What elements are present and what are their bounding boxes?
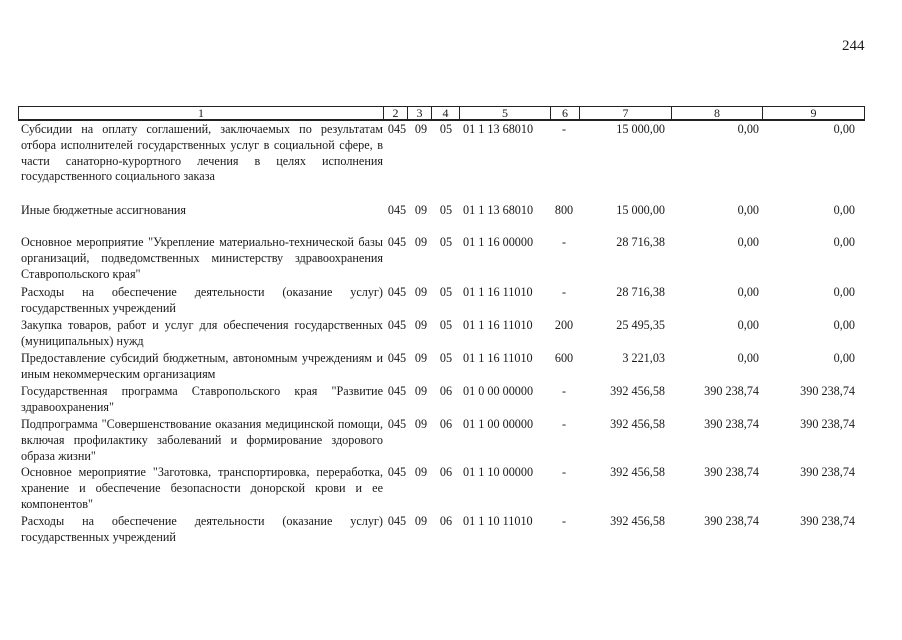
row-amount-1: 392 456,58 [610,514,665,528]
row-name: Основное мероприятие "Заготовка, транспортировка, переработка, хранение и обеспечение безопасности донорской крови и ее компонентов" [21,465,383,511]
row-target-code: 01 1 16 00000 [463,235,534,249]
page-number: 244 [842,38,865,54]
row-amount-2: 0,00 [737,285,759,299]
row-amount-2: 390 238,74 [704,384,759,398]
row-subsection-code: 06 [439,384,453,398]
header-col-5: 5 [460,107,551,119]
row-amount-3: 390 238,74 [800,514,855,528]
row-amount-3: 390 238,74 [800,384,855,398]
row-name: Основное мероприятие "Укрепление материально-технической базы организаций, подведомственных министерству здравоохранения Ставропольского края" [21,235,383,281]
row-subsection-code: 05 [439,203,453,217]
row-amount-3: 0,00 [833,351,855,365]
row-amount-2: 0,00 [737,351,759,365]
row-section-code: 09 [414,318,428,332]
row-name: Предоставление субсидий бюджетным, автономным учреждениям и иным некоммерческим организациям [21,351,383,381]
header-col-6: 6 [551,107,580,119]
row-ministry-code: 045 [387,122,407,136]
row-ministry-code: 045 [387,465,407,479]
row-amount-1: 25 495,35 [616,318,665,332]
row-subsection-code: 06 [439,465,453,479]
row-target-code: 01 1 16 11010 [463,285,533,299]
row-expense-type: - [561,122,567,136]
row-expense-type: 600 [554,351,574,365]
row-target-code: 01 1 16 11010 [463,351,533,365]
row-target-code: 01 1 13 68010 [463,203,534,217]
row-section-code: 09 [414,235,428,249]
row-expense-type: - [561,514,567,528]
row-subsection-code: 05 [439,122,453,136]
row-subsection-code: 06 [439,417,453,431]
row-amount-2: 390 238,74 [704,417,759,431]
row-amount-3: 0,00 [833,318,855,332]
row-subsection-code: 05 [439,351,453,365]
row-amount-1: 28 716,38 [616,235,665,249]
row-amount-3: 0,00 [833,285,855,299]
row-amount-1: 15 000,00 [616,122,665,136]
row-ministry-code: 045 [387,318,407,332]
header-col-9: 9 [810,106,817,120]
row-section-code: 09 [414,351,428,365]
row-section-code: 09 [414,285,428,299]
row-expense-type: 800 [554,203,574,217]
row-ministry-code: 045 [387,384,407,398]
row-amount-2: 0,00 [737,318,759,332]
row-amount-1: 15 000,00 [616,203,665,217]
row-target-code: 01 1 10 00000 [463,465,534,479]
row-expense-type: 200 [554,318,574,332]
row-target-code: 01 0 00 00000 [463,384,534,398]
row-amount-2: 0,00 [737,235,759,249]
row-amount-3: 0,00 [833,203,855,217]
row-amount-2: 390 238,74 [704,514,759,528]
row-ministry-code: 045 [387,514,407,528]
row-amount-2: 0,00 [737,203,759,217]
row-amount-1: 392 456,58 [610,417,665,431]
header-col-3: 3 [408,107,432,119]
row-amount-1: 392 456,58 [610,465,665,479]
table-header [18,106,865,121]
row-expense-type: - [561,285,567,299]
row-section-code: 09 [414,514,428,528]
row-section-code: 09 [414,384,428,398]
row-expense-type: - [561,384,567,398]
row-target-code: 01 1 16 11010 [463,318,533,332]
row-section-code: 09 [414,122,428,136]
header-col-1: 1 [19,107,384,119]
row-amount-3: 0,00 [833,122,855,136]
row-amount-3: 0,00 [833,235,855,249]
header-col-8: 8 [672,107,763,119]
row-amount-3: 390 238,74 [800,417,855,431]
header-col-2: 2 [384,107,408,119]
row-ministry-code: 045 [387,203,407,217]
row-name: Закупка товаров, работ и услуг для обеспечения государственных (муниципальных) нужд [21,318,383,348]
row-ministry-code: 045 [387,417,407,431]
row-name: Субсидии на оплату соглашений, заключаемых по результатам отбора исполнителей государственных услуг в социальной сфере, в части санаторно-курортного лечения в целях исполнения государственного социального заказа [21,122,383,184]
row-expense-type: - [561,235,567,249]
row-subsection-code: 05 [439,235,453,249]
row-expense-type: - [561,417,567,431]
row-target-code: 01 1 13 68010 [463,122,534,136]
row-section-code: 09 [414,465,428,479]
row-ministry-code: 045 [387,235,407,249]
row-name: Расходы на обеспечение деятельности (оказание услуг) государственных учреждений [21,514,383,544]
row-amount-1: 28 716,38 [616,285,665,299]
row-name: Иные бюджетные ассигнования [21,203,187,217]
row-section-code: 09 [414,417,428,431]
row-section-code: 09 [414,203,428,217]
header-col-4: 4 [432,107,460,119]
row-subsection-code: 05 [439,285,453,299]
row-ministry-code: 045 [387,351,407,365]
row-amount-2: 0,00 [737,122,759,136]
row-amount-1: 3 221,03 [622,351,665,365]
row-expense-type: - [561,465,567,479]
row-name: Государственная программа Ставропольского края "Развитие здравоохранения" [21,384,383,414]
row-subsection-code: 06 [439,514,453,528]
row-amount-2: 390 238,74 [704,465,759,479]
row-name: Расходы на обеспечение деятельности (оказание услуг) государственных учреждений [21,285,383,315]
row-target-code: 01 1 10 11010 [463,514,533,528]
row-ministry-code: 045 [387,285,407,299]
row-amount-3: 390 238,74 [800,465,855,479]
header-col-7: 7 [580,107,672,119]
row-target-code: 01 1 00 00000 [463,417,534,431]
row-name: Подпрограмма "Совершенствование оказания медицинской помощи, включая профилактику заболеваний и формирование здорового образа жизни" [21,417,383,463]
row-subsection-code: 05 [439,318,453,332]
row-amount-1: 392 456,58 [610,384,665,398]
